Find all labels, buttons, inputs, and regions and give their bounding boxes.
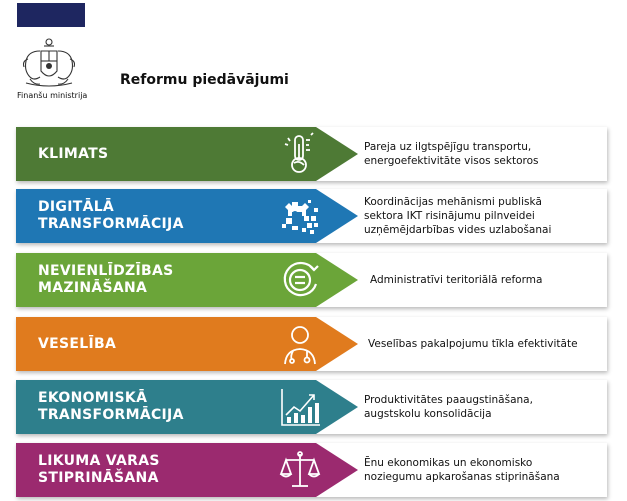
latvian-flag-logo bbox=[17, 3, 85, 27]
equals-circle-icon bbox=[278, 258, 322, 302]
category-label: VESELĪBA bbox=[38, 335, 117, 352]
reform-row-digitala-transformacija bbox=[16, 189, 607, 243]
category-label: DIGITĀLĀ TRANSFORMĀCIJA bbox=[38, 199, 184, 232]
category-label: KLIMATS bbox=[38, 145, 109, 162]
page-title: Reformu piedāvājumi bbox=[120, 72, 289, 88]
category-label: LIKUMA VARAS STIPRINĀŠANA bbox=[38, 453, 160, 486]
growth-chart-icon bbox=[278, 385, 322, 429]
gear-pixels-icon bbox=[278, 194, 322, 238]
reform-description: Pareja uz ilgtspējīgu transportu, energoefektivitāte visos sektoros bbox=[364, 141, 539, 167]
reform-row-nevienlidzibas-mazinasana bbox=[16, 253, 607, 307]
reform-description: Administratīvi teritoriālā reforma bbox=[370, 274, 543, 286]
reform-row-klimats bbox=[16, 127, 607, 181]
reform-row-likuma-varas-stiprinasana bbox=[16, 443, 607, 497]
scales-icon bbox=[278, 448, 322, 492]
reform-description: Koordinācijas mehānismi publiskā sektora IKT risinājumu pilnveidei uzņēmējdarbības vides uzlabošanai bbox=[364, 196, 552, 236]
coat-of-arms-icon bbox=[14, 37, 84, 91]
doctor-icon bbox=[278, 322, 322, 366]
category-label: EKONOMISKĀ TRANSFORMĀCIJA bbox=[38, 390, 184, 423]
reform-row-ekonomiska-transformacija bbox=[16, 380, 607, 434]
thermometer-globe-icon bbox=[278, 132, 322, 176]
reform-description: Veselības pakalpojumu tīkla efektivitāte bbox=[368, 338, 578, 350]
reform-description: Produktivitātes paaugstināšana, augstskolu konsolidācija bbox=[364, 394, 533, 420]
reform-row-veseliba bbox=[16, 317, 607, 371]
category-label: NEVIENLĪDZĪBAS MAZINĀŠANA bbox=[38, 263, 174, 296]
reform-description: Ēnu ekonomikas un ekonomisko noziegumu apkarošanas stiprināšana bbox=[364, 457, 560, 483]
ministry-name: Finanšu ministrija bbox=[17, 91, 88, 100]
